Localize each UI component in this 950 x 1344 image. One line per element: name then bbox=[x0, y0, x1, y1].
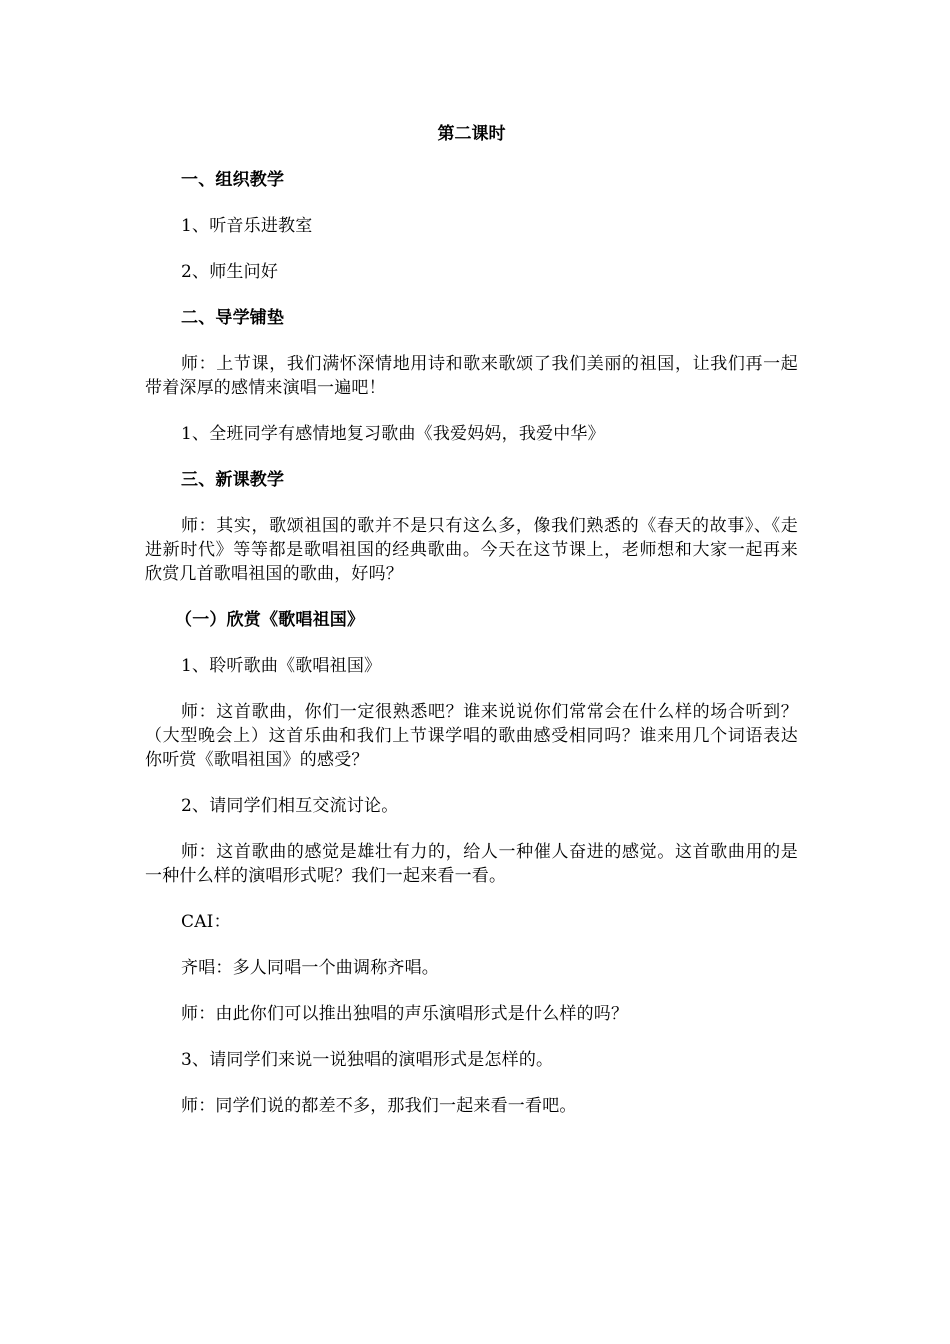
paragraph: 1、听音乐进教室 bbox=[181, 216, 313, 236]
subheading-appreciate-song: （一）欣赏《歌唱祖国》 bbox=[175, 610, 365, 630]
heading-guided-introduction: 二、导学铺垫 bbox=[181, 308, 285, 328]
paragraph: 师：这首歌曲的感觉是雄壮有力的，给人一种催人奋进的感觉。这首歌曲用的是一种什么样的演唱形式呢？我们一起来看一看。 bbox=[145, 842, 798, 886]
paragraph: 2、请同学们相互交流讨论。 bbox=[181, 796, 399, 816]
heading-new-lesson: 三、新课教学 bbox=[181, 470, 285, 490]
paragraph: 2、师生问好 bbox=[181, 262, 279, 282]
paragraph: 1、聆听歌曲《歌唱祖国》 bbox=[181, 656, 382, 676]
paragraph: 3、请同学们来说一说独唱的演唱形式是怎样的。 bbox=[181, 1050, 554, 1070]
paragraph: 齐唱：多人同唱一个曲调称齐唱。 bbox=[181, 958, 439, 978]
paragraph: 师：其实，歌颂祖国的歌并不是只有这么多，像我们熟悉的《春天的故事》、《走进新时代》等等都是歌唱祖国的经典歌曲。今天在这节课上，老师想和大家一起再来欣赏几首歌唱祖国的歌曲，好吗？ bbox=[145, 516, 798, 584]
paragraph: 1、全班同学有感情地复习歌曲《我爱妈妈，我爱中华》 bbox=[181, 424, 605, 444]
document-title: 第二课时 bbox=[437, 124, 506, 144]
paragraph: 师：这首歌曲，你们一定很熟悉吧？谁来说说你们常常会在什么样的场合听到？（大型晚会上）这首乐曲和我们上节课学唱的歌曲感受相同吗？谁来用几个词语表达你听赏《歌唱祖国》的感受？ bbox=[145, 702, 798, 770]
paragraph: CAI： bbox=[181, 912, 231, 932]
paragraph: 师：由此你们可以推出独唱的声乐演唱形式是什么样的吗？ bbox=[181, 1004, 629, 1024]
paragraph: 师：同学们说的都差不多，那我们一起来看一看吧。 bbox=[181, 1096, 577, 1116]
heading-organize-teaching: 一、组织教学 bbox=[181, 170, 285, 190]
paragraph: 师：上节课，我们满怀深情地用诗和歌来歌颂了我们美丽的祖国，让我们再一起带着深厚的感情来演唱一遍吧！ bbox=[145, 354, 798, 398]
document-page bbox=[145, 122, 798, 1140]
